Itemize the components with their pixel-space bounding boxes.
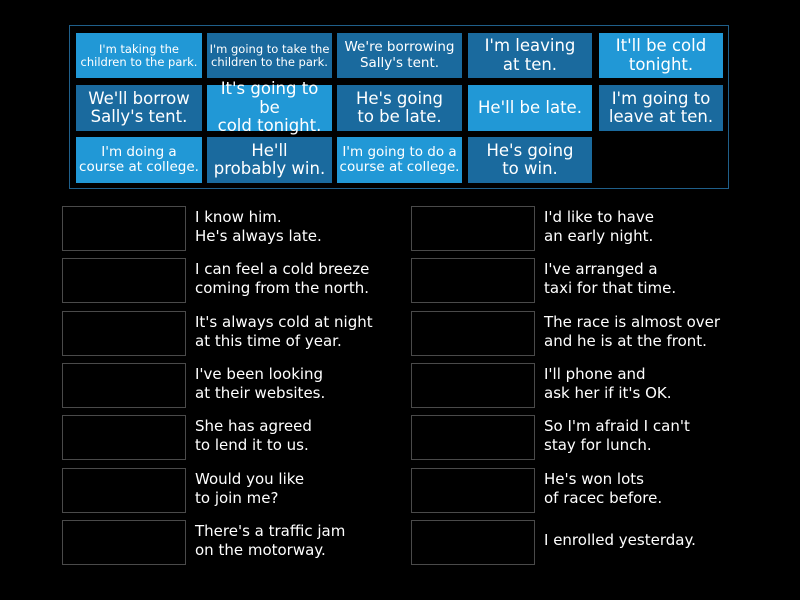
drop-slot[interactable] <box>62 520 186 565</box>
answer-tile[interactable]: He's going to be late. <box>337 85 462 131</box>
clue-text: I can feel a cold breeze coming from the north. <box>195 259 370 297</box>
drop-slot[interactable] <box>62 415 186 460</box>
drop-slot[interactable] <box>411 468 535 513</box>
clue-text: I know him. He's always late. <box>195 207 322 245</box>
drop-slot[interactable] <box>411 415 535 460</box>
clue-text: She has agreed to lend it to us. <box>195 416 312 454</box>
drop-slot[interactable] <box>62 468 186 513</box>
drop-slot[interactable] <box>62 363 186 408</box>
answer-tile[interactable]: It'll be cold tonight. <box>599 33 723 78</box>
drop-slot[interactable] <box>411 311 535 356</box>
drop-slot[interactable] <box>411 363 535 408</box>
clue-text: I enrolled yesterday. <box>544 531 696 549</box>
clue-text: Would you like to join me? <box>195 469 305 507</box>
clue-text: I've been looking at their websites. <box>195 364 326 402</box>
drop-slot[interactable] <box>62 206 186 251</box>
clue-text: I'd like to have an early night. <box>544 207 654 245</box>
answer-tile[interactable]: He'll be late. <box>468 85 592 131</box>
drop-slot[interactable] <box>62 258 186 303</box>
clue-text: There's a traffic jam on the motorway. <box>195 521 346 559</box>
clue-text: I'll phone and ask her if it's OK. <box>544 364 672 402</box>
clue-text: So I'm afraid I can't stay for lunch. <box>544 416 690 454</box>
answer-tile[interactable]: We'll borrow Sally's tent. <box>76 85 202 131</box>
answer-tile[interactable]: He's going to win. <box>468 137 592 183</box>
clue-text: It's always cold at night at this time of year. <box>195 312 373 350</box>
answer-tile[interactable]: I'm going to do a course at college. <box>337 137 462 183</box>
clue-text: The race is almost over and he is at the front. <box>544 312 721 350</box>
drop-slot[interactable] <box>411 206 535 251</box>
answer-tile[interactable]: It's going to be cold tonight. <box>207 85 332 131</box>
answer-tile[interactable]: I'm going to leave at ten. <box>599 85 723 131</box>
drop-slot[interactable] <box>411 258 535 303</box>
answer-tile[interactable]: I'm taking the children to the park. <box>76 33 202 78</box>
drop-slot[interactable] <box>62 311 186 356</box>
clue-text: I've arranged a taxi for that time. <box>544 259 677 297</box>
clue-text: He's won lots of racec before. <box>544 469 663 507</box>
answer-tile[interactable]: I'm going to take the children to the park. <box>207 33 332 78</box>
answer-tile[interactable]: He'll probably win. <box>207 137 332 183</box>
answer-tile[interactable]: I'm doing a course at college. <box>76 137 202 183</box>
answer-tile[interactable]: I'm leaving at ten. <box>468 33 592 78</box>
answer-tile[interactable]: We're borrowing Sally's tent. <box>337 33 462 78</box>
drop-slot[interactable] <box>411 520 535 565</box>
